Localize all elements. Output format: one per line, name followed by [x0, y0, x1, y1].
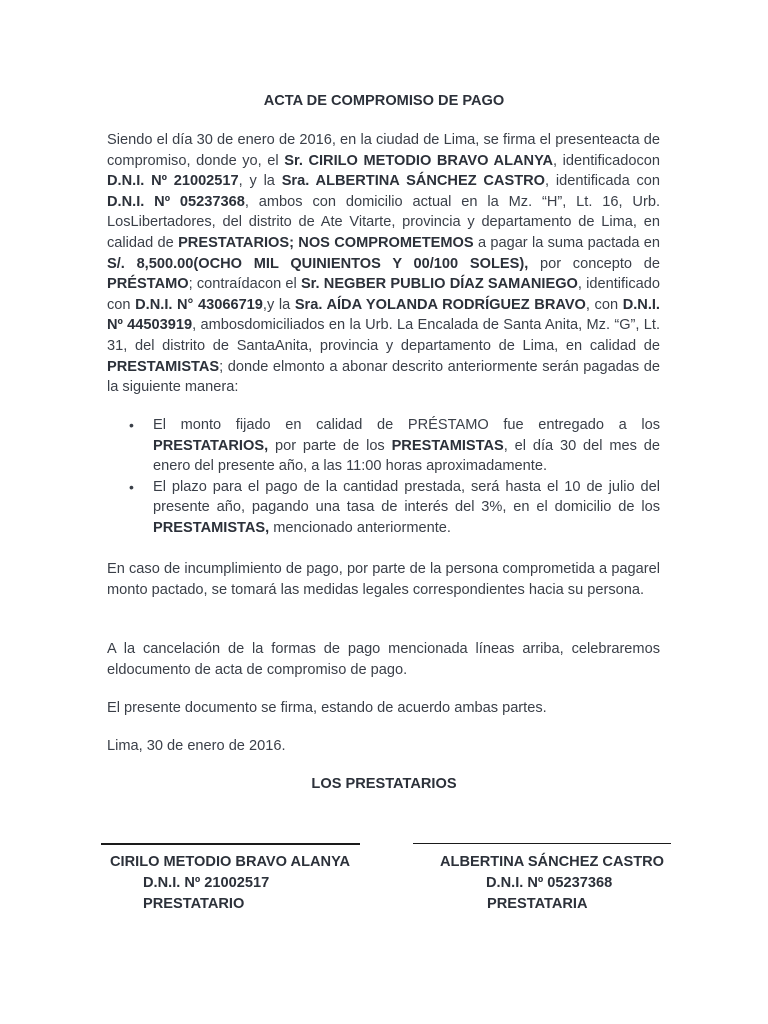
bold-text: PRESTAMISTAS	[107, 358, 220, 375]
signer-name: ALBERTINA SÁNCHEZ CASTRO	[440, 854, 665, 870]
bold-text: D.N.I. Nº 05237368	[107, 193, 245, 210]
signature-line-right	[413, 843, 671, 844]
signer-block-right	[440, 852, 664, 915]
bold-text: PRESTATARIOS,	[153, 437, 269, 454]
date-line: Lima, 30 de enero de 2016.	[107, 738, 286, 754]
list-item-text: El monto fijado en calidad de PRÉSTAMO fue entregado a los PRESTATARIOS, por parte de los PRESTAMISTAS, el día 30 del mes de enero del presente año, a las 11:00 horas aproximadamente.	[153, 417, 660, 475]
bold-text: S/. 8,500.00(OCHO MIL QUINIENTOS Y 00/100 SOLES),	[107, 255, 529, 272]
document-title: ACTA DE COMPROMISO DE PAGO	[263, 93, 505, 109]
list-item-text: El plazo para el pago de la cantidad prestada, será hasta el 10 de julio del presente año, pagando una tasa de interés del 3%, en el domicilio de los PRESTAMISTAS, mencionado anteriormente.	[153, 478, 660, 536]
signer-dni: D.N.I. Nº 21002517	[143, 875, 270, 891]
bold-text: Sra. AÍDA YOLANDA RODRÍGUEZ BRAVO	[294, 296, 586, 313]
list-item	[107, 415, 660, 477]
bold-text: Sr. NEGBER PUBLIO DÍAZ SAMANIEGO	[300, 276, 578, 293]
list-item	[107, 477, 660, 539]
bold-text: PRESTAMISTAS,	[153, 519, 270, 536]
signers-heading: LOS PRESTATARIOS	[311, 776, 457, 792]
bold-text: D.N.I. N° 43066719	[135, 296, 263, 313]
bold-text: Sr. CIRILO METODIO BRAVO ALANYA	[284, 152, 553, 169]
bullet-icon: •	[129, 478, 134, 495]
cancellation-paragraph: A la cancelación de la formas de pago mencionada líneas arriba, celebraremos eldocumento de acta de compromiso de pago.	[107, 641, 660, 678]
payment-terms-list	[107, 415, 660, 539]
signer-block-left	[110, 852, 350, 915]
signer-role: PRESTATARIO	[143, 896, 245, 912]
breach-paragraph: En caso de incumplimiento de pago, por parte de la persona comprometida a pagarel monto pactado, se tomará las medidas legales correspondientes hacia su persona.	[107, 561, 660, 598]
bullet-icon: •	[129, 417, 134, 433]
bold-text: Sra. ALBERTINA SÁNCHEZ CASTRO	[281, 173, 546, 190]
signer-dni: D.N.I. Nº 05237368	[486, 875, 613, 891]
bold-text: PRESTAMISTAS	[391, 437, 504, 454]
bold-text: D.N.I. Nº 21002517	[107, 173, 239, 190]
signer-name: CIRILO METODIO BRAVO ALANYA	[110, 854, 350, 870]
bold-text: PRÉSTAMO	[107, 276, 189, 293]
bold-text: D.N.I. Nº 44503919	[107, 296, 660, 334]
intro-paragraph: Siendo el día 30 de enero de 2016, en la ciudad de Lima, se firma el presenteacta de compromiso, donde yo, el Sr. CIRILO METODIO BRAVO ALANYA, identificadocon D.N.I. Nº 21002517, y la Sra. ALBERTINA SÁNCHEZ CASTRO, identificada con D.N.I. Nº 05237368, ambos con domicilio actual en la Mz. “H”, Lt. 16, Urb. LosLibertadores, del distrito de Ate Vitarte, provincia y departamento de Lima, en calidad de PRESTATARIOS; NOS COMPROMETEMOS a pagar la suma pactada en S/. 8,500.00(OCHO MIL QUINIENTOS Y 00/100 SOLES), por concepto de PRÉSTAMO; contraídacon el Sr. NEGBER PUBLIO DÍAZ SAMANIEGO, identificado con D.N.I. N° 43066719,y la Sra. AÍDA YOLANDA RODRÍGUEZ BRAVO, con D.N.I. Nº 44503919, ambosdomiciliados en la Urb. La Encalada de Santa Anita, Mz. “G”, Lt. 31, del distrito de SantaAnita, provincia y departamento de Lima, en calidad de PRESTAMISTAS; donde elmonto a abonar descrito anteriormente serán pagadas de la siguiente manera:	[107, 132, 661, 396]
bold-text: PRESTATARIOS; NOS COMPROMETEMOS	[178, 234, 474, 251]
signature-line-left	[101, 843, 360, 845]
signer-role: PRESTATARIA	[487, 896, 588, 912]
agreement-paragraph: El presente documento se firma, estando de acuerdo ambas partes.	[107, 700, 547, 716]
